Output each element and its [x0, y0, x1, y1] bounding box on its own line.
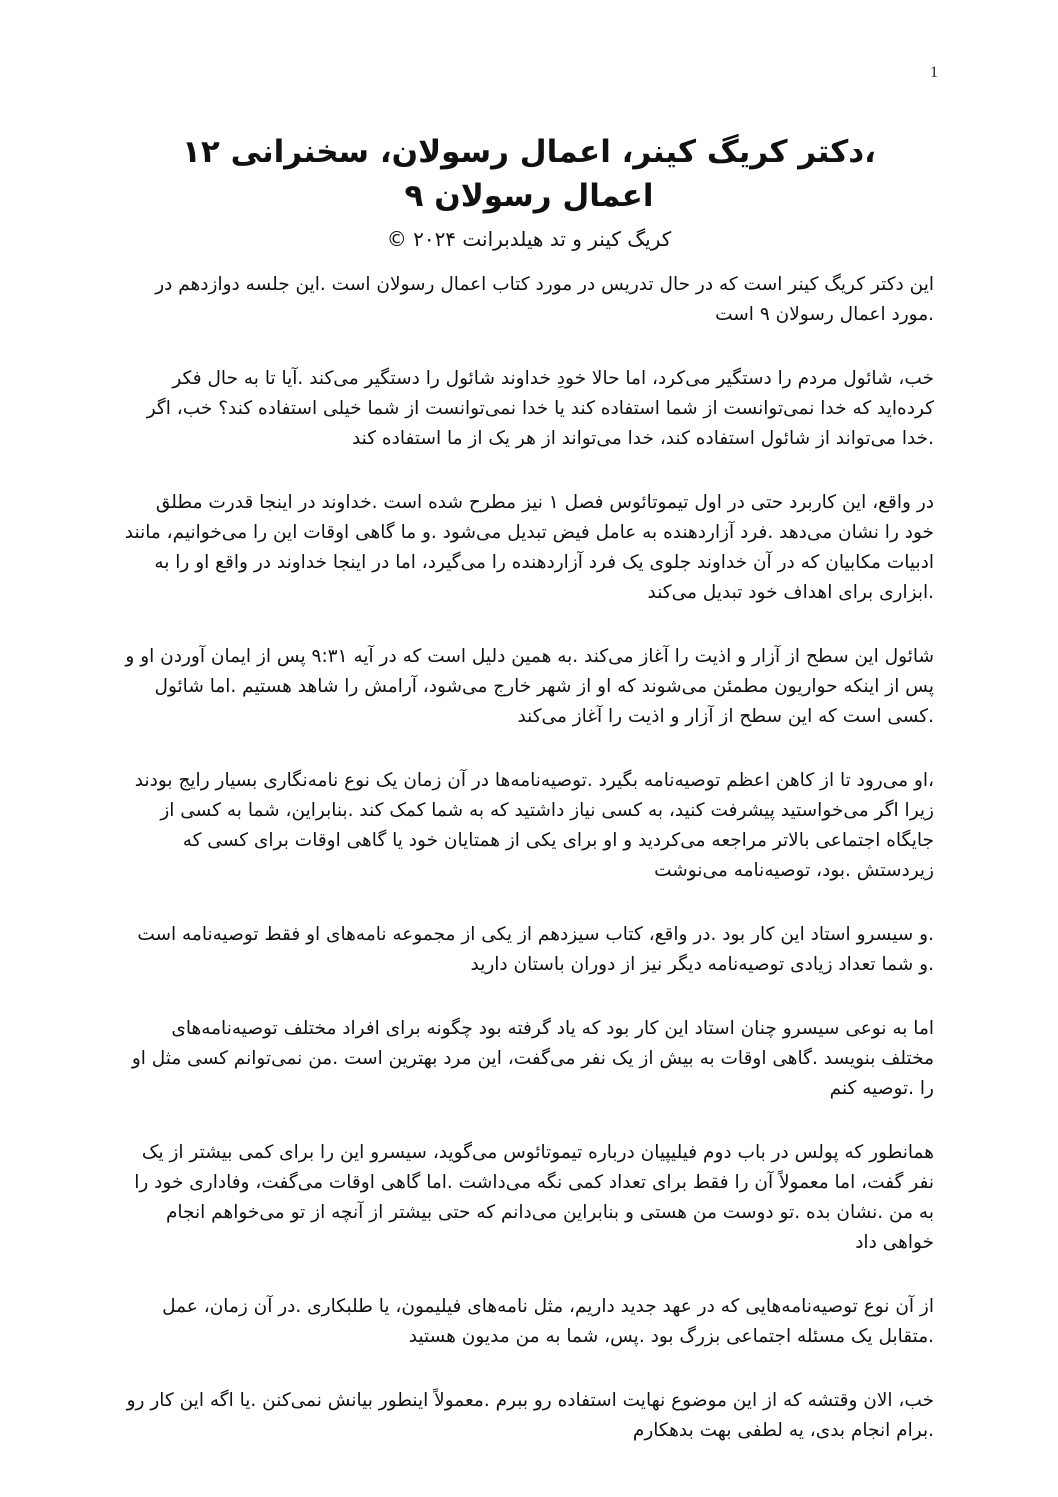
- document-title-line-2: اعمال رسولان ۹: [404, 178, 654, 214]
- paragraph: خب، شائول مردم را دستگیر می‌کرد، اما حالا خودِ خداوند شائول را دستگیر می‌کند .آیا تا به حال فکر کرده‌اید که خدا نمی‌توانست از شما استفاده کند یا خدا نمی‌توانست از شما خیلی استفاده کند؟ خب، اگر .خدا می‌تواند از شائول استفاده کند، خدا می‌تواند از هر یک از ما استفاده کند: [146, 368, 934, 449]
- title-block: [120, 130, 938, 254]
- paragraph: از آن نوع توصیه‌نامه‌هایی که در عهد جدید داریم، مثل نامه‌های فیلیمون، یا طلبکاری .در آن زمان، عمل .متقابل یک مسئله اجتماعی بزرگ بود .پس، شما به من مدیون هستید: [162, 1296, 934, 1347]
- paragraph: شائول این سطح از آزار و اذیت را آغاز می‌کند .به همین دلیل است که در آیه ۹:۳۱ پس از ایمان آوردن او و پس از اینکه حواریون مطمئن می‌شوند که او از شهر خارج می‌شود، آرامش را شاهد هستیم .اما شائول .کسی است که این سطح از آزار و اذیت را آغاز می‌کند: [125, 646, 934, 727]
- transcript-body: [122, 270, 934, 1480]
- paragraph: همانطور که پولس در باب دوم فیلیپیان درباره تیموتائوس می‌گوید، سیسرو این را برای کمی بیشتر از یک نفر گفت، اما معمولاً آن را فقط برای تعداد کمی نگه می‌داشت .اما گاهی اوقات می‌گفت، وفاداری خود را به من .نشان بده .تو دوست من هستی و بنابراین می‌دانم که حتی بیشتر از آنچه از تو می‌خواهم انجام خواهی داد: [134, 1142, 934, 1253]
- document-title-line-1: ،دکتر کریگ کینر، اعمال رسولان، سخنرانی ۱۲: [182, 134, 876, 170]
- page-number: 1: [930, 64, 938, 81]
- paragraph: ،او می‌رود تا از کاهن اعظم توصیه‌نامه بگیرد .توصیه‌نامه‌ها در آن زمان یک نوع نامه‌نگاری بسیار رایج بودند زیرا اگر می‌خواستید پیشرفت کنید، به کسی نیاز داشتید که به شما کمک کند .بنابراین، شما به کسی از جایگاه اجتماعی بالاتر مراجعه می‌کردید و او برای یکی از همتایان خود یا گاهی اوقات برای کسی که زیردستش .بود، توصیه‌نامه می‌نوشت: [134, 770, 934, 881]
- paragraph: .و سیسرو استاد این کار بود .در واقع، کتاب سیزدهم از یکی از مجموعه نامه‌های او فقط توصیه‌نامه است .و شما تعداد زیادی توصیه‌نامه دیگر نیز از دوران باستان دارید: [137, 924, 934, 975]
- copyright-line: کریگ کینر و تد هیلدبرانت ۲۰۲۴ ©: [386, 227, 672, 251]
- paragraph: اما به نوعی سیسرو چنان استاد این کار بود که یاد گرفته بود چگونه برای افراد مختلف توصیه‌نامه‌های مختلف بنویسد .گاهی اوقات به بیش از یک نفر می‌گفت، این مرد بهترین است .من نمی‌توانم کسی مثل او را .توصیه کنم: [131, 1018, 934, 1099]
- paragraph: در واقع، این کاربرد حتی در اول تیموتائوس فصل ۱ نیز مطرح شده است .خداوند در اینجا قدرت مطلق خود را نشان می‌دهد .فرد آزاردهنده به عامل فیض تبدیل می‌شود .و ما گاهی اوقات این را می‌خوانیم، مانند ادبیات مکابیان که در آن خداوند جلوی یک فرد آزاردهنده را می‌گیرد، اما در اینجا خداوند در واقع او را به .ابزاری برای اهداف خود تبدیل می‌کند: [124, 492, 934, 603]
- paragraph: این دکتر کریگ کینر است که در حال تدریس در مورد کتاب اعمال رسولان است .این جلسه دوازدهم در .مورد اعمال رسولان ۹ است: [155, 274, 934, 325]
- paragraph: خب، الان وقتشه که از این موضوع نهایت استفاده رو ببرم .معمولاً اینطور بیانش نمی‌کنن .یا اگه این کار رو .برام انجام بدی، یه لطفی بهت بدهکارم: [126, 1390, 934, 1441]
